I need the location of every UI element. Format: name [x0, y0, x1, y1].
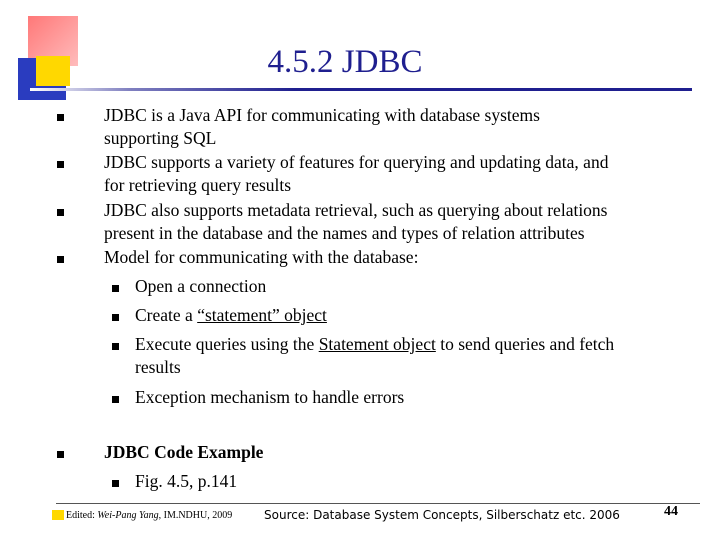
- footer-editor-name: Wei-Pang Yang: [97, 510, 159, 521]
- sub-bullet-2-text: Create a: [135, 305, 198, 325]
- bullet-marker: [57, 114, 64, 121]
- bullet-2-line-1: JDBC supports a variety of features for querying and updating data, and: [104, 152, 609, 172]
- bullet-marker: [57, 451, 64, 458]
- bullet-3-line-2: present in the database and the names and types of relation attributes: [104, 223, 585, 243]
- footer-edited-label: Edited:: [66, 510, 98, 521]
- sub-bullet-marker: [112, 314, 119, 321]
- footer-marker: [52, 510, 64, 520]
- bullet-marker: [57, 161, 64, 168]
- footer-editor: [66, 510, 232, 521]
- sub-bullet-marker: [112, 396, 119, 403]
- sub-bullet-3-text: Execute queries using the: [135, 334, 319, 354]
- sub-bullet-marker: [112, 343, 119, 350]
- bullet-3-line-1: JDBC also supports metadata retrieval, such as querying about relations: [104, 200, 608, 220]
- bullet-marker: [57, 256, 64, 263]
- statement-object-link-2[interactable]: Statement object: [318, 334, 436, 354]
- bullet-2-line-2: for retrieving query results: [104, 175, 292, 195]
- statement-object-link[interactable]: “statement” object: [197, 305, 327, 325]
- sub-bullet-2: [135, 304, 327, 328]
- example-figure-ref: Fig. 4.5, p.141: [135, 471, 238, 491]
- bullet-4-line-1: Model for communicating with the database:: [104, 247, 419, 267]
- footer-editor-org: , IM.NDHU, 2009: [158, 510, 233, 521]
- footer-divider: [56, 503, 700, 504]
- sub-bullet-3-line-1: [135, 333, 614, 357]
- sub-bullet-3-text-post: to send queries and fetch: [435, 334, 615, 354]
- slide-title: 4.5.2 JDBC: [267, 44, 423, 80]
- sub-bullet-1: Open a connection: [135, 276, 267, 296]
- sub-bullet-3-line-2: results: [135, 357, 181, 377]
- example-heading: JDBC Code Example: [104, 442, 264, 462]
- footer-source: Source: Database System Concepts, Silberschatz etc. 2006: [264, 508, 620, 522]
- sub-bullet-marker: [112, 480, 119, 487]
- page-number: 44: [664, 504, 678, 519]
- bullet-1-line-1: JDBC is a Java API for communicating with database systems: [104, 105, 540, 125]
- sub-bullet-4: Exception mechanism to handle errors: [135, 387, 405, 407]
- bullet-marker: [57, 209, 64, 216]
- title-underline: [30, 88, 692, 91]
- bullet-1-line-2: supporting SQL: [104, 128, 217, 148]
- sub-bullet-marker: [112, 285, 119, 292]
